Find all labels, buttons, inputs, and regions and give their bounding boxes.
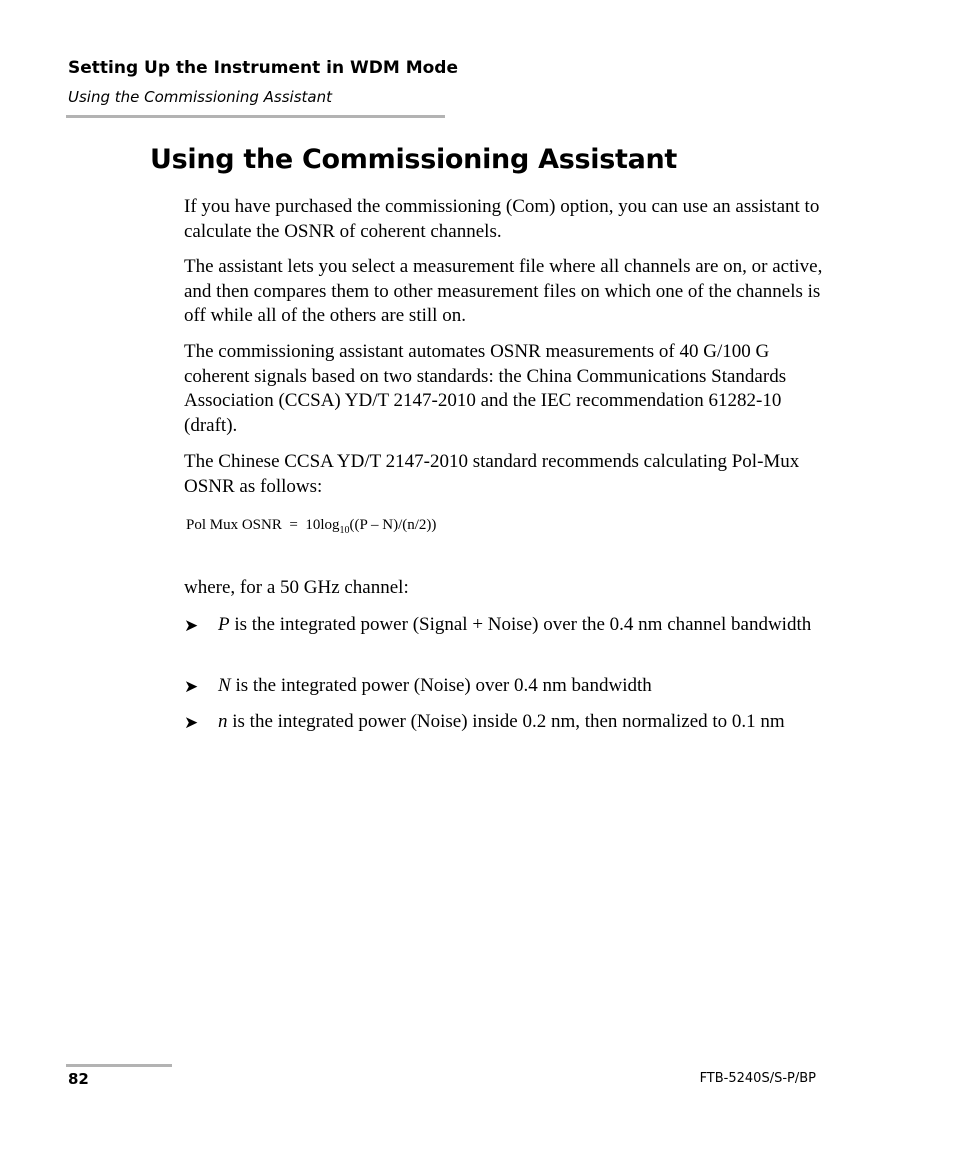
formula-subscript: 10: [339, 525, 350, 536]
footer-divider: [66, 1064, 172, 1067]
where-text: where, for a 50 GHz channel:: [184, 577, 409, 598]
bullet-variable: P: [218, 614, 230, 635]
arrow-bullet-icon: ➤: [184, 616, 199, 636]
bullet-variable: N: [218, 675, 231, 696]
list-item: [184, 613, 824, 638]
arrow-bullet-icon: ➤: [184, 677, 199, 697]
page-number: 82: [68, 1070, 89, 1088]
product-name: FTB-5240S/S-P/BP: [699, 1071, 816, 1086]
paragraph-intro: If you have purchased the commissioning (Com) option, you can use an assistant to calculate the OSNR of coherent channels.: [184, 196, 820, 242]
paragraph-standards: The commissioning assistant automates OSNR measurements of 40 G/100 G coherent signals based on two standards: the China Communications Standards Association (CCSA) YD/T 2147-2010 and the IEC recommendation 61282-10 (draft).: [184, 341, 787, 436]
bullet-variable: n: [218, 711, 228, 732]
osnr-formula: [186, 517, 436, 536]
header-divider: [66, 115, 445, 118]
list-item: [184, 710, 824, 735]
bullet-description: is the integrated power (Signal + Noise) over the 0.4 nm channel bandwidth: [229, 614, 812, 635]
bullet-description: is the integrated power (Noise) over 0.4 nm bandwidth: [230, 675, 652, 696]
paragraph-ccsa: The Chinese CCSA YD/T 2147-2010 standard recommends calculating Pol-Mux OSNR as follows:: [184, 451, 800, 497]
running-header-chapter: Setting Up the Instrument in WDM Mode: [68, 58, 459, 78]
formula-left: Pol Mux OSNR = 10log: [186, 517, 340, 533]
arrow-bullet-icon: ➤: [184, 713, 199, 733]
list-item: [184, 674, 824, 699]
paragraph-assistant: The assistant lets you select a measurement file where all channels are on, or active, and then compares them to other measurement files on which one of the channels is off while all of the others are still on.: [184, 256, 823, 326]
formula-right: ((P – N)/(n/2)): [349, 517, 437, 533]
page-title: Using the Commissioning Assistant: [150, 144, 678, 175]
running-header-section: Using the Commissioning Assistant: [68, 88, 332, 106]
bullet-description: is the integrated power (Noise) inside 0.2 nm, then normalized to 0.1 nm: [227, 711, 785, 732]
